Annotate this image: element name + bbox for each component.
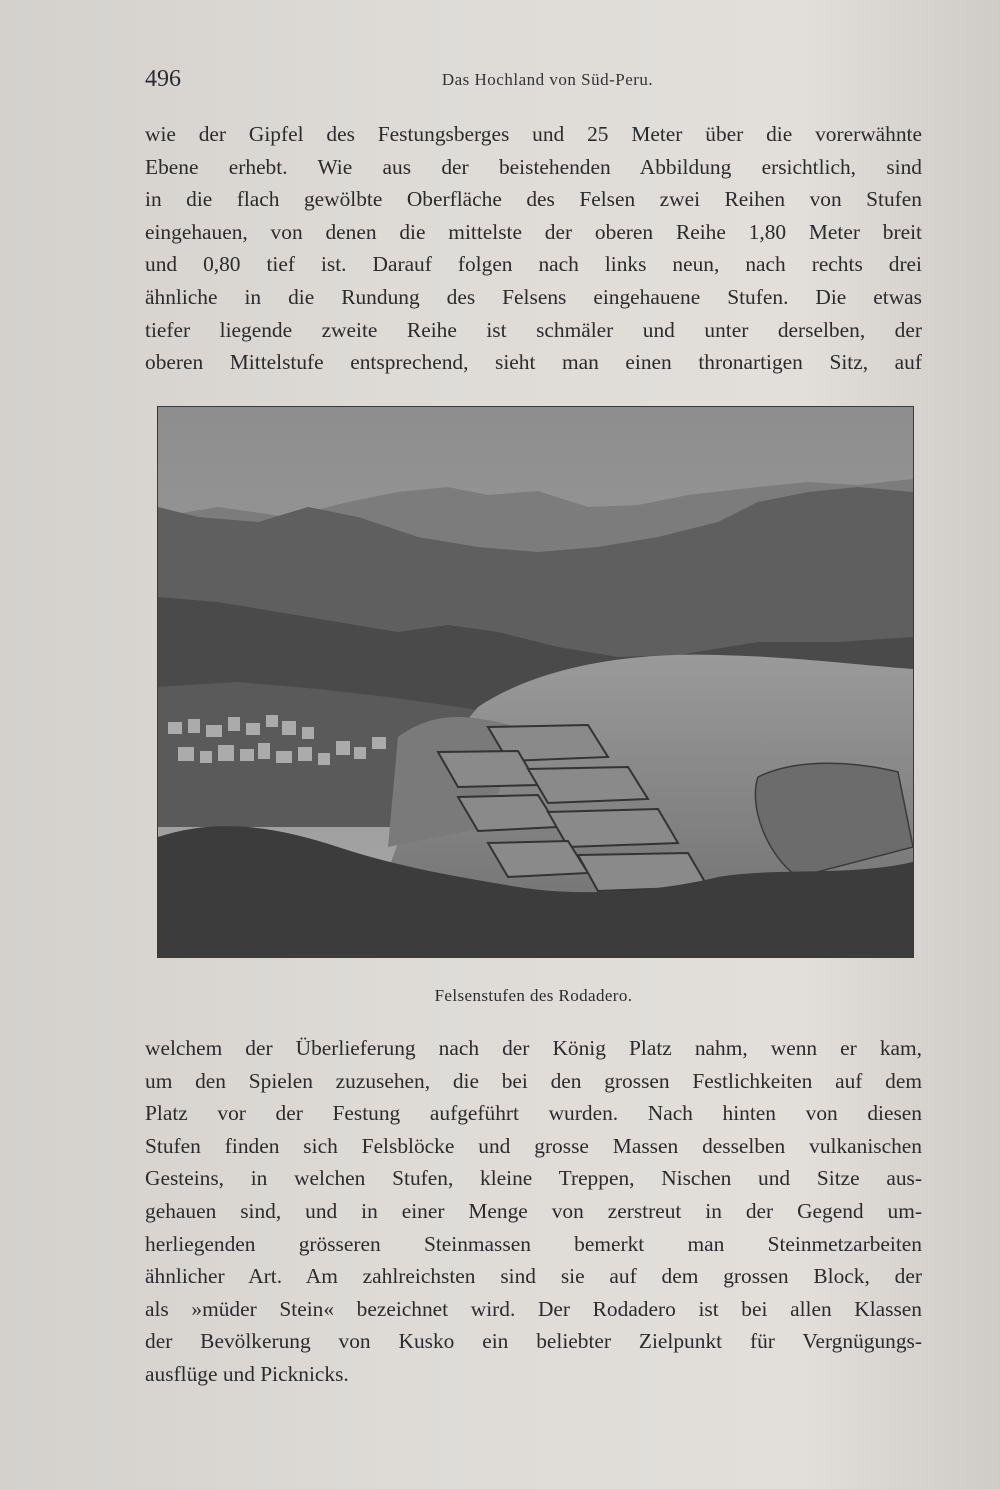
landscape-photo — [158, 407, 913, 957]
text-line: oberen Mittelstufe entsprechend, sieht man einen thronartigen Sitz, auf — [145, 350, 922, 375]
running-title: Das Hochland von Süd-Peru. — [441, 70, 654, 89]
paragraph-top — [145, 118, 922, 379]
figure-caption: Felsenstufen des Rodadero. — [434, 986, 633, 1005]
text-line: als »müder Stein« bezeichnet wird. Der Rodadero ist bei allen Klassen — [145, 1296, 922, 1321]
page-number: 496 — [145, 66, 181, 92]
photo-felsenstufen — [157, 406, 914, 958]
text-line: Ebene erhebt. Wie aus der beistehenden Abbildung ersichtlich, sind — [145, 154, 922, 179]
text-line: und 0,80 tief ist. Darauf folgen nach links neun, nach rechts drei — [145, 252, 922, 277]
text-line: ähnlicher Art. Am zahlreichsten sind sie auf dem grossen Block, der — [145, 1264, 922, 1289]
paragraph-bottom — [145, 1032, 922, 1391]
text-line: um den Spielen zuzusehen, die bei den grossen Festlichkeiten auf dem — [145, 1068, 922, 1093]
text-line: gehauen sind, und in einer Menge von zerstreut in der Gegend um- — [145, 1198, 922, 1223]
text-line: in die flach gewölbte Oberfläche des Felsen zwei Reihen von Stufen — [145, 187, 922, 212]
page-header — [145, 66, 920, 96]
text-line: Stufen finden sich Felsblöcke und grosse Massen desselben vulkanischen — [145, 1133, 922, 1158]
text-line: welchem der Überlieferung nach der König Platz nahm, wenn er kam, — [145, 1036, 922, 1060]
text-line: Platz vor der Festung aufgeführt wurden. Nach hinten von diesen — [145, 1101, 922, 1126]
text-line: wie der Gipfel des Festungsberges und 25 Meter über die vorerwähnte — [145, 122, 922, 146]
text-line: ähnliche in die Rundung des Felsens eingehauene Stufen. Die etwas — [145, 284, 922, 309]
text-line: tiefer liegende zweite Reihe ist schmäler und unter derselben, der — [145, 317, 922, 342]
text-line: Gesteins, in welchen Stufen, kleine Treppen, Nischen und Sitze aus- — [145, 1166, 922, 1191]
text-line: der Bevölkerung von Kusko ein beliebter Zielpunkt für Vergnügungs- — [145, 1329, 922, 1354]
text-line: ausflüge und Picknicks. — [145, 1361, 349, 1386]
text-line: herliegenden grösseren Steinmassen bemerkt man Steinmetzarbeiten — [145, 1231, 922, 1256]
text-line: eingehauen, von denen die mittelste der oberen Reihe 1,80 Meter breit — [145, 219, 922, 244]
